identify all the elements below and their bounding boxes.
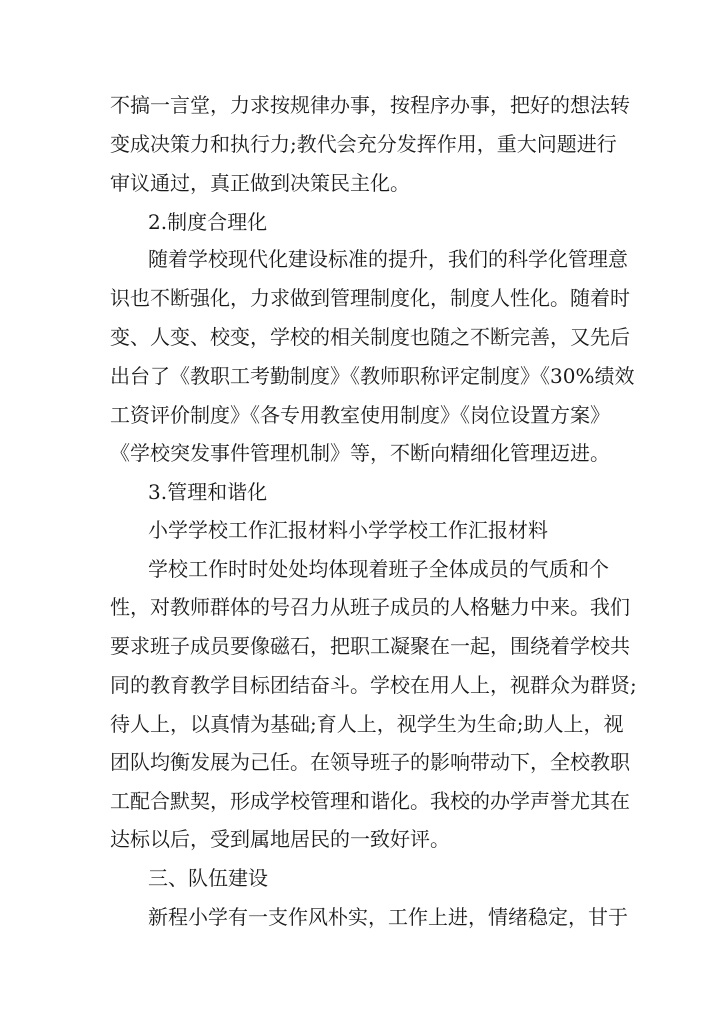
paragraph-line: 识也不断强化，力求做到管理制度化，制度人性化。随着时 (110, 286, 630, 310)
paragraph-line: 工资评价制度》《各专用教室使用制度》《岗位设置方案》 (110, 403, 610, 427)
paragraph-line: 学校工作时时处处均体现着班子全体成员的气质和个 (148, 557, 609, 581)
section-subheading: 3.管理和谐化 (148, 480, 268, 504)
section-subheading: 2.制度合理化 (148, 210, 268, 234)
paragraph-line: 达标以后，受到属地居民的一致好评。 (110, 827, 450, 851)
paragraph-line: 待人上，以真情为基础;育人上，视学生为生命;助人上，视 (110, 712, 624, 736)
paragraph-line: 审议通过，真正做到决策民主化。 (110, 171, 410, 195)
paragraph-line: 《学校突发事件管理机制》等，不断向精细化管理迈进。 (110, 441, 610, 465)
paragraph-line: 工配合默契，形成学校管理和谐化。我校的办学声誉尤其在 (110, 789, 630, 813)
paragraph-line: 要求班子成员要像磁石，把职工凝聚在一起，围绕着学校共 (110, 634, 630, 658)
paragraph-line: 同的教育教学目标团结奋斗。学校在用人上，视群众为群贤; (110, 673, 637, 697)
paragraph-line: 出台了《教职工考勤制度》《教师职称评定制度》《30%绩效 (110, 364, 635, 388)
paragraph-line: 不搞一言堂，力求按规律办事，按程序办事，把好的想法转 (110, 93, 630, 117)
report-title-line: 小学学校工作汇报材料小学学校工作汇报材料 (148, 518, 548, 542)
paragraph-line: 性，对教师群体的号召力从班子成员的人格魅力中来。我们 (110, 595, 630, 619)
section-heading: 三、队伍建设 (148, 866, 268, 890)
paragraph-line: 新程小学有一支作风朴实，工作上进，情绪稳定，甘于 (148, 905, 628, 929)
paragraph-line: 团队均衡发展为己任。在领导班子的影响带动下，全校教职 (110, 750, 630, 774)
paragraph-line: 随着学校现代化建设标准的提升，我们的科学化管理意 (148, 247, 628, 271)
paragraph-line: 变成决策力和执行力;教代会充分发挥作用，重大问题进行 (110, 132, 617, 156)
paragraph-line: 变、人变、校变，学校的相关制度也随之不断完善，又先后 (110, 325, 630, 349)
